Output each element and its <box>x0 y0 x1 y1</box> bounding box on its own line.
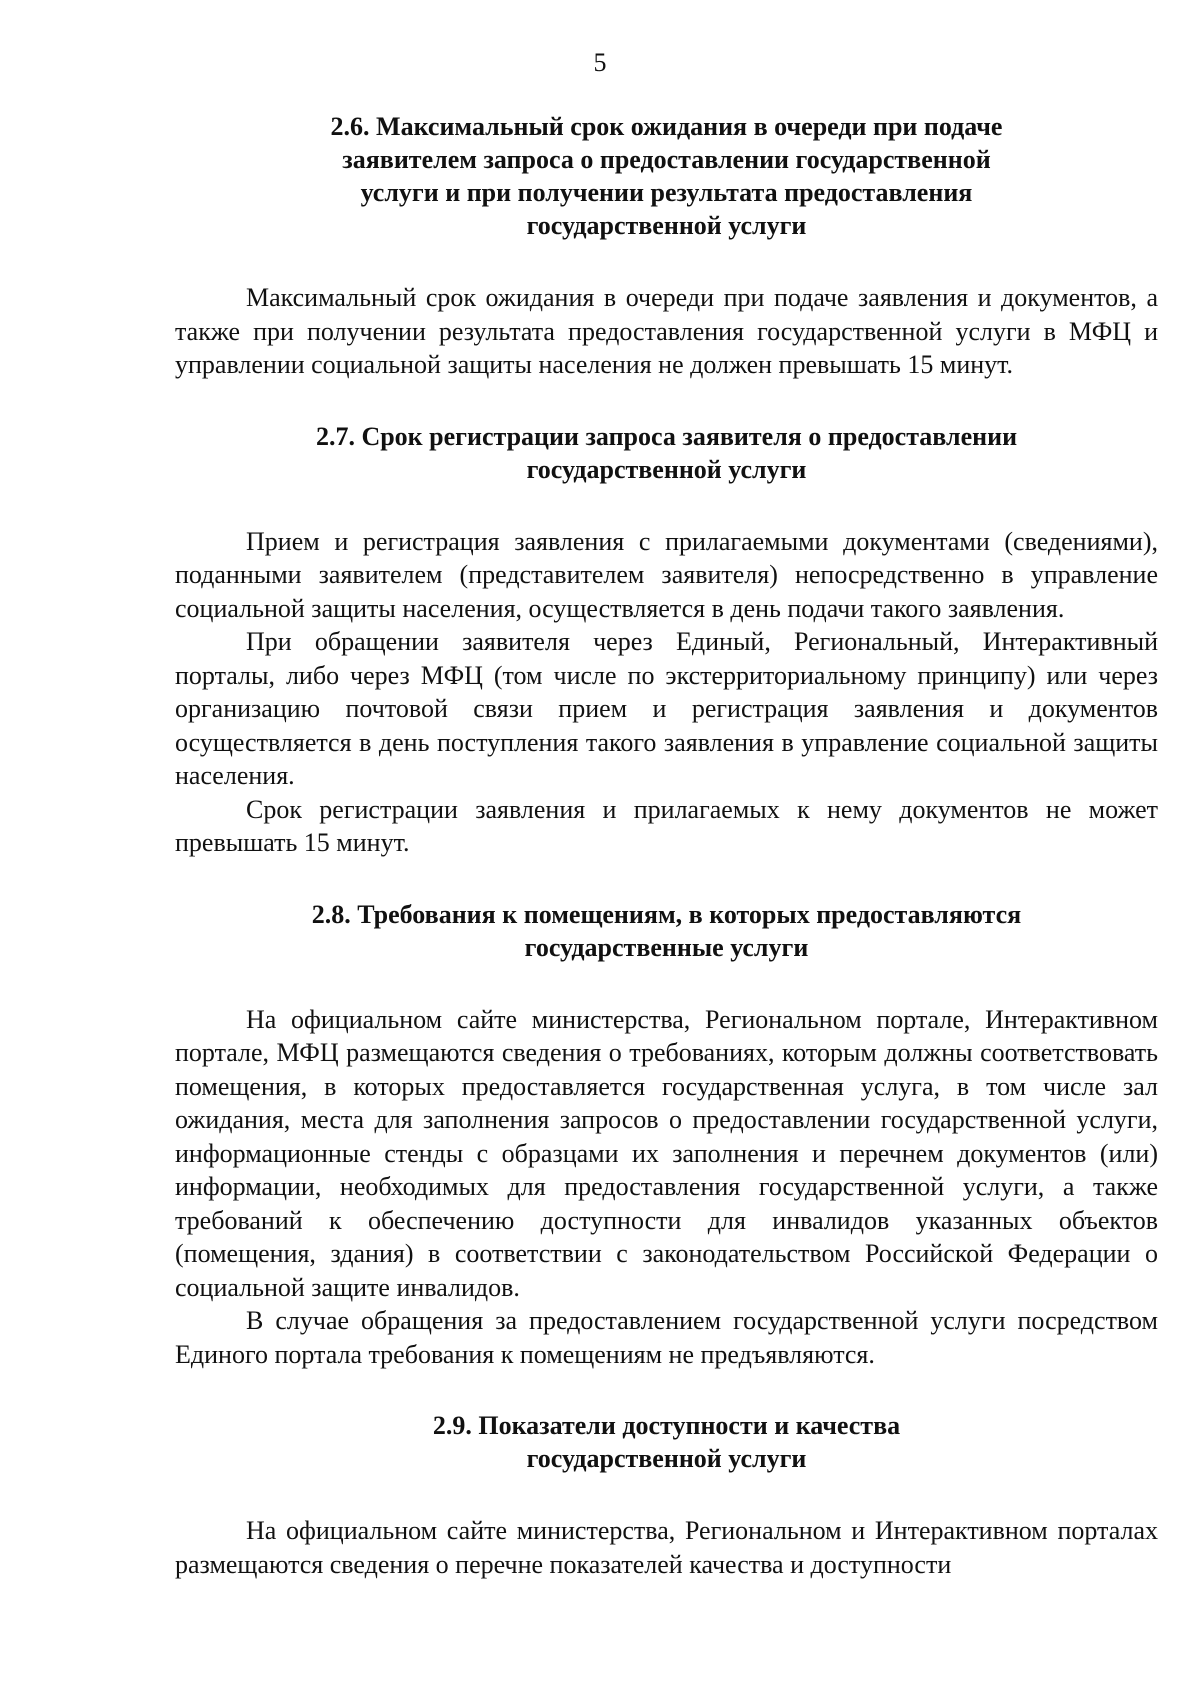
paragraph: В случае обращения за предоставлением государственной услуги посредством Единого портала требования к помещениям не предъявляются. <box>175 1306 1158 1369</box>
section-2-8 <box>175 898 1158 1372</box>
heading-line: 2.7. Срок регистрации запроса заявителя о предоставлении <box>315 421 1018 451</box>
paragraph: На официальном сайте министерства, Региональном и Интерактивном порталах размещаются сведения о перечне показателей качества и доступности <box>175 1516 1158 1579</box>
heading-line: заявителем запроса о предоставлении государственной <box>342 145 991 174</box>
document-body <box>175 110 1158 1581</box>
heading-line: 2.9. Показатели доступности и качества <box>432 1411 901 1440</box>
paragraph: Максимальный срок ожидания в очереди при подаче заявления и документов, а также при получении результата предоставления государственной услуги в МФЦ и управлении социальной защиты населения не должен превышать 15 минут. <box>175 283 1158 379</box>
paragraph: Срок регистрации заявления и прилагаемых к нему документов не может превышать 15 минут. <box>175 794 1158 857</box>
paragraph: На официальном сайте министерства, Региональном портале, Интерактивном портале, МФЦ размещаются сведения о требованиях, которым должны соответствовать помещения, в которых предоставляется государственная услуга, в том числе зал ожидания, места для заполнения запросов о предоставлении государственной услуги, информационные стенды с образцами их заполнения и перечнем документов (или) информации, необходимых для предоставления государственной услуги, а также требований к обеспечению доступности для инвалидов указанных объектов (помещения, здания) в соответствии с законодательством Российской Федерации о социальной защите инвалидов. <box>175 1004 1158 1302</box>
heading-line: государственной услуги <box>526 211 807 240</box>
paragraph: Прием и регистрация заявления с прилагаемыми документами (сведениями), поданными заявителем (представителем заявителя) непосредственно в управление социальной защиты населения, осуществляется в день подачи такого заявления. <box>175 526 1158 623</box>
heading-line: государственные услуги <box>524 932 809 962</box>
section-2-9 <box>175 1409 1158 1581</box>
section-heading <box>175 898 1158 964</box>
heading-line: 2.8. Требования к помещениям, в которых предоставляются <box>311 899 1022 929</box>
section-heading <box>175 110 1158 242</box>
heading-line: услуги и при получении результата предоставления <box>360 178 973 207</box>
section-2-7 <box>175 420 1158 860</box>
section-heading <box>175 420 1158 486</box>
heading-line: 2.6. Максимальный срок ожидания в очереди при подаче <box>330 112 1003 141</box>
heading-line: государственной услуги <box>526 454 807 484</box>
section-heading <box>175 1409 1158 1475</box>
paragraph: При обращении заявителя через Единый, Региональный, Интерактивный порталы, либо через МФЦ (том числе по экстерриториальному принципу) или через организацию почтовой связи прием и регистрация заявления и документов осуществляется в день поступления такого заявления в управление социальной защиты населения. <box>175 627 1158 790</box>
heading-line: государственной услуги <box>526 1444 807 1473</box>
page-number: 5 <box>593 48 607 77</box>
section-2-6 <box>175 110 1158 382</box>
